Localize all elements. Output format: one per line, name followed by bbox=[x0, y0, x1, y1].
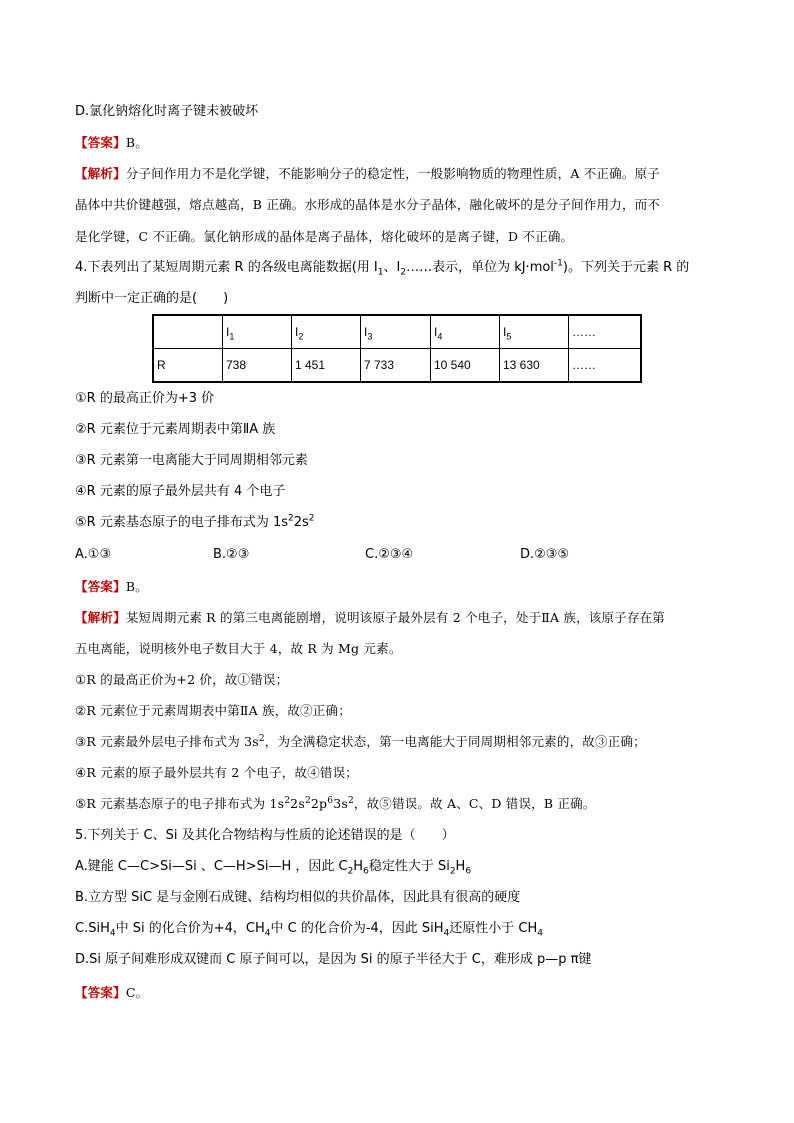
table-cell: 10 540 bbox=[431, 349, 500, 383]
table-header-cell: …… bbox=[569, 315, 642, 349]
q4-statement-2: ②R 元素位于元素周期表中第ⅡA 族 bbox=[75, 422, 276, 437]
q5-option-b: B.立方型 SiC 是与金刚石成键、结构均相似的共价晶体，因此具有很高的硬度 bbox=[75, 890, 521, 905]
table-header-cell bbox=[153, 315, 223, 349]
table-header-cell: $I_4$ bbox=[431, 315, 500, 349]
q5-option-a: A.键能 C—C>Si—Si 、C—H>Si—H ，因此 $C_2H_6$稳定性大于 $Si_2H_6$ bbox=[75, 859, 472, 877]
q3-explanation-line: 是化学键，C 不正确。氯化钠形成的晶体是离子晶体，熔化破坏的是离子键，D 不正确。 bbox=[75, 229, 574, 244]
table-cell: 738 bbox=[223, 349, 292, 383]
q4-stem-line-2: 判断中一定正确的是( ) bbox=[75, 291, 229, 306]
option-c: C.②③④ bbox=[365, 547, 414, 562]
q4-stem: 4.下表列出了某短周期元素 R 的各级电离能数据(用 $I_1$、$I_2\dots\dots$表示，单位为 kJ·mol$^{-1}$)。下列关于元素 R 的 bbox=[75, 258, 690, 278]
table-header-cell: $I_2$ bbox=[292, 315, 361, 349]
q5-option-c: C.SiH$_4$中 Si 的化合价为+4，$CH_4$中 C 的化合价为-4，因此 SiH$_4$还原性小于 $CH_4$ bbox=[75, 921, 544, 939]
table-header-cell: $I_5$ bbox=[500, 315, 569, 349]
table-header-row bbox=[153, 315, 641, 349]
table-cell: R bbox=[153, 349, 223, 383]
table-header-cell: $I_3$ bbox=[361, 315, 431, 349]
q4-explanation-line: ④R 元素的原子最外层共有 2 个电子，故④错误； bbox=[75, 765, 358, 780]
answer-tag: 【答案】 bbox=[75, 135, 126, 150]
q4-explanation-line: 五电离能，说明核外电子数目大于 4，故 R 为 Mg 元素。 bbox=[75, 641, 402, 656]
explanation-tag: 【解析】 bbox=[75, 610, 126, 625]
q3-answer: 【答案】B。 bbox=[75, 135, 148, 150]
q3-option-d: D.氯化钠熔化时离子键未被破坏 bbox=[75, 104, 259, 119]
option-d: D.②③⑤ bbox=[520, 547, 570, 562]
table-cell: 13 630 bbox=[500, 349, 569, 383]
q4-explanation-line: ⑤R 元素基态原子的电子排布式为 $1s^22s^22p^63s^2$，故⑤错误。故 A、C、D 错误，B 正确。 bbox=[75, 795, 596, 811]
q3-explanation-line: 晶体中共价键越强，熔点越高，B 正确。水形成的晶体是水分子晶体，融化破坏的是分子间作用力，而不 bbox=[75, 197, 661, 212]
table-row bbox=[153, 349, 641, 383]
q5-stem: 5.下列关于 C、Si 及其化合物结构与性质的论述错误的是（ ） bbox=[75, 828, 455, 843]
q4-statement-1: ①R 的最高正价为+3 价 bbox=[75, 391, 215, 406]
explanation-tag: 【解析】 bbox=[75, 166, 126, 181]
q4-explanation-line: 【解析】某短周期元素 R 的第三电离能剧增，说明该原子最外层有 2 个电子，处于ⅡA 族，该原子存在第 bbox=[75, 610, 665, 625]
q4-options bbox=[75, 546, 725, 564]
q4-explanation-line: ②R 元素位于元素周期表中第ⅡA 族，故②正确； bbox=[75, 703, 351, 718]
q4-statement-5: ⑤R 元素基态原子的电子排布式为 $1s^22s^2$ bbox=[75, 513, 315, 530]
q4-explanation-line: ①R 的最高正价为+2 价，故①错误； bbox=[75, 672, 289, 687]
option-a: A.①③ bbox=[75, 547, 112, 562]
table-header-cell: $I_1$ bbox=[223, 315, 292, 349]
table-cell: 1 451 bbox=[292, 349, 361, 383]
option-b: B.②③ bbox=[213, 547, 250, 562]
answer-tag: 【答案】 bbox=[75, 579, 126, 594]
q4-statement-4: ④R 元素的原子最外层共有 4 个电子 bbox=[75, 484, 286, 499]
ionization-energy-table bbox=[152, 314, 642, 383]
q5-option-d: D.Si 原子间难形成双键而 C 原子间可以，是因为 Si 的原子半径大于 C，难形成 p—p π键 bbox=[75, 952, 592, 967]
q5-answer: 【答案】C。 bbox=[75, 985, 149, 1000]
q3-explanation-line: 【解析】分子间作用力不是化学键，不能影响分子的稳定性，一般影响物质的物理性质，A 不正确。原子 bbox=[75, 166, 660, 181]
q4-explanation-line: ③R 元素最外层电子排布式为 $3s^2$，为全满稳定状态，第一电离能大于同周期相邻元素的，故③正确； bbox=[75, 733, 646, 749]
table-cell: 7 733 bbox=[361, 349, 431, 383]
q4-answer: 【答案】B。 bbox=[75, 579, 148, 594]
q4-statement-3: ③R 元素第一电离能大于同周期相邻元素 bbox=[75, 453, 308, 468]
table-cell: …… bbox=[569, 349, 642, 383]
answer-tag: 【答案】 bbox=[75, 985, 126, 1000]
